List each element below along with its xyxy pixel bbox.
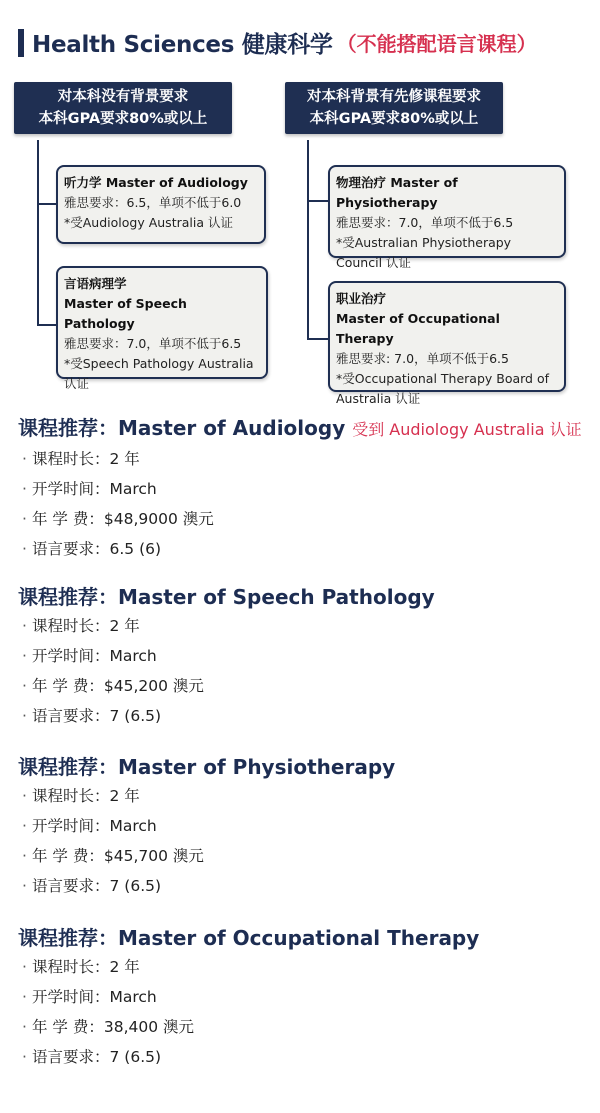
connector-line (37, 203, 57, 205)
course-detail-language (18, 534, 588, 564)
page-title: Health Sciences 健康科学 (32, 32, 333, 58)
bullet-dot: · (22, 877, 27, 895)
bullet-dot: · (22, 847, 27, 865)
bullet-dot: · (22, 450, 27, 468)
course-title-row (18, 924, 588, 952)
course-detail-text: 年 学 费：$45,700 澳元 (32, 847, 204, 865)
course-detail-duration (18, 952, 588, 982)
program-card-name: 言语病理学 (64, 276, 127, 291)
course-detail-language (18, 1042, 588, 1072)
course-detail-text: 语言要求：7 (6.5) (32, 1048, 162, 1066)
course-detail-text: 年 学 费：$48,9000 澳元 (32, 510, 214, 528)
course-detail-duration (18, 444, 588, 474)
program-card-line: Council 认证 (336, 255, 412, 270)
program-card-line: *受Speech Pathology Australia (64, 356, 254, 371)
program-card-name: 职业治疗 (336, 291, 387, 306)
course-title: 课程推荐：Master of Occupational Therapy (18, 926, 480, 950)
course-detail-text: 课程时长：2 年 (32, 450, 140, 468)
course-detail-text: 年 学 费：38,400 澳元 (32, 1018, 195, 1036)
course-detail-text: 开学时间：March (32, 480, 157, 498)
course-detail-text: 年 学 费：$45,200 澳元 (32, 677, 204, 695)
program-card-physiotherapy (328, 165, 566, 270)
connector-line (37, 324, 57, 326)
course-detail-tuition (18, 504, 588, 534)
course-detail-text: 开学时间：March (32, 817, 157, 835)
course-detail-intake (18, 811, 588, 841)
program-card-line: *受Australian Physiotherapy (336, 235, 512, 250)
program-card-name-en: Master of Speech Pathology (64, 296, 187, 331)
group-heading-line2: 本科GPA要求80%或以上 (309, 111, 479, 127)
course-detail-tuition (18, 841, 588, 871)
course-title: 课程推荐：Master of Physiotherapy (18, 755, 396, 779)
course-detail-text: 开学时间：March (32, 988, 157, 1006)
group-heading-line1: 对本科没有背景要求 (57, 89, 189, 105)
course-detail-text: 开学时间：March (32, 647, 157, 665)
program-card-line: Australia 认证 (336, 391, 421, 406)
program-card-name: 物理治疗 Master of Physiotherapy (336, 175, 458, 210)
bullet-dot: · (22, 510, 27, 528)
course-detail-text: 语言要求：7 (6.5) (32, 877, 162, 895)
course-detail-duration (18, 611, 588, 641)
course-detail-tuition (18, 1012, 588, 1042)
bullet-dot: · (22, 617, 27, 635)
program-card-name: 听力学 Master of Audiology (64, 175, 248, 190)
bullet-dot: · (22, 480, 27, 498)
program-card-line: *受Occupational Therapy Board of (336, 371, 550, 386)
page-title-row (18, 26, 537, 59)
bullet-dot: · (22, 817, 27, 835)
bullet-dot: · (22, 958, 27, 976)
group-heading-line1: 对本科背景有先修课程要求 (307, 89, 481, 105)
course-detail-text: 课程时长：2 年 (32, 617, 140, 635)
course-title-row (18, 414, 588, 444)
course-detail-text: 课程时长：2 年 (32, 958, 140, 976)
course-accreditation-note: 受到 Audiology Australia 认证 (352, 420, 582, 439)
course-detail-language (18, 701, 588, 731)
program-card-line: 雅思要求: 7.0，单项不低于6.5 (336, 351, 509, 366)
group-heading-line2: 本科GPA要求80%或以上 (38, 111, 208, 127)
course-detail-intake (18, 982, 588, 1012)
title-accent-bar (18, 29, 24, 57)
course-detail-language (18, 871, 588, 901)
course-section-physiotherapy (18, 753, 588, 901)
program-card-speech-pathology (56, 266, 268, 391)
bullet-dot: · (22, 540, 27, 558)
page-title-note: （不能搭配语言课程） (336, 32, 537, 56)
course-section-speech-pathology (18, 583, 588, 731)
course-section-occupational-therapy (18, 924, 588, 1072)
course-detail-duration (18, 781, 588, 811)
bullet-dot: · (22, 647, 27, 665)
course-title: 课程推荐：Master of Audiology (18, 416, 346, 440)
bullet-dot: · (22, 1048, 27, 1066)
program-card-line: 雅思要求：7.0，单项不低于6.5 (64, 336, 242, 351)
bullet-dot: · (22, 787, 27, 805)
course-section-audiology (18, 414, 588, 564)
course-detail-text: 课程时长：2 年 (32, 787, 140, 805)
program-card-name-en: Master of Occupational Therapy (336, 311, 500, 346)
course-detail-text: 语言要求：6.5 (6) (32, 540, 162, 558)
group-heading-prerequisite (285, 82, 503, 134)
course-title-row (18, 583, 588, 611)
bullet-dot: · (22, 707, 27, 725)
course-detail-text: 语言要求：7 (6.5) (32, 707, 162, 725)
program-card-occupational-therapy (328, 281, 566, 406)
group-heading-no-background (14, 82, 232, 134)
course-title-row (18, 753, 588, 781)
course-title: 课程推荐：Master of Speech Pathology (18, 585, 435, 609)
connector-line (307, 338, 329, 340)
course-detail-intake (18, 641, 588, 671)
connector-line (37, 140, 39, 326)
bullet-dot: · (22, 988, 27, 1006)
course-detail-intake (18, 474, 588, 504)
program-card-line: *受Audiology Australia 认证 (64, 215, 233, 230)
connector-line (307, 200, 329, 202)
connector-line (307, 140, 309, 340)
course-detail-tuition (18, 671, 588, 701)
program-card-line: 认证 (64, 376, 90, 391)
bullet-dot: · (22, 1018, 27, 1036)
program-card-line: 雅思要求：7.0，单项不低于6.5 (336, 215, 514, 230)
program-card-line: 雅思要求：6.5，单项不低于6.0 (64, 195, 242, 210)
program-card-audiology (56, 165, 266, 244)
bullet-dot: · (22, 677, 27, 695)
